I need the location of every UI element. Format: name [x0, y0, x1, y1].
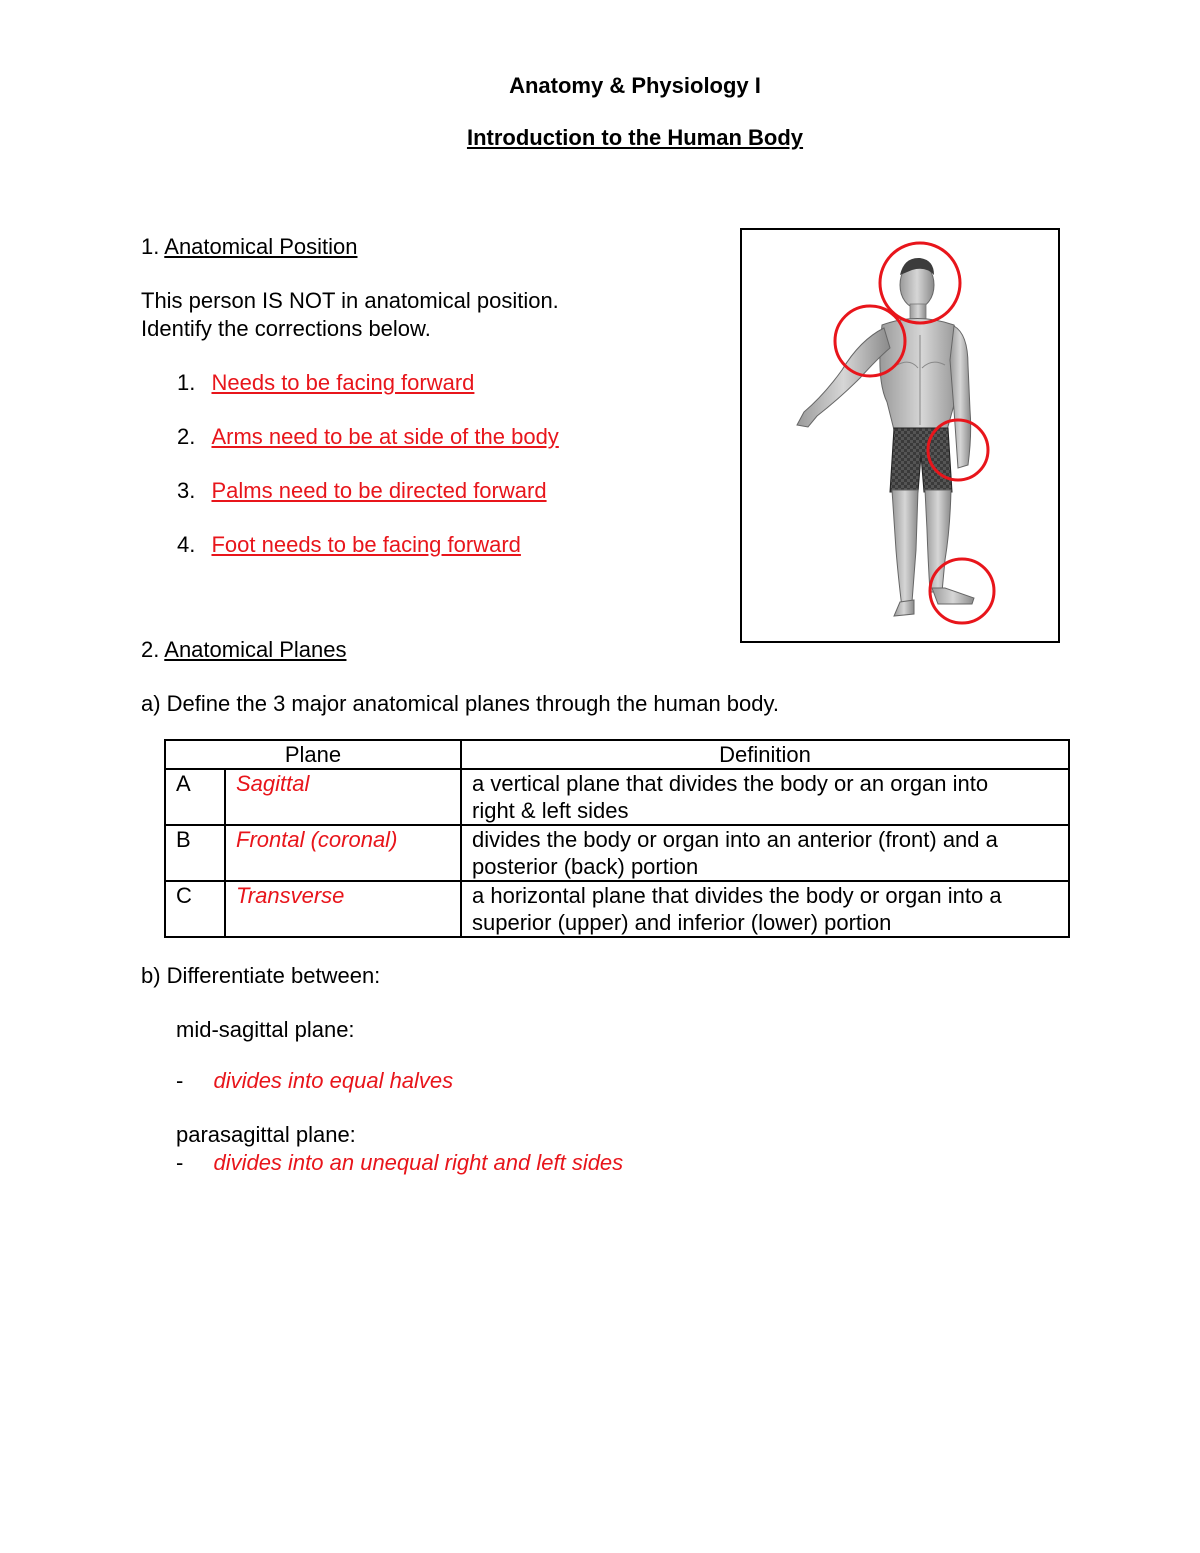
definition-line: divides the body or organ into an anterior (front) and a: [472, 827, 998, 852]
mid-sagittal-answer-row: [176, 1067, 453, 1095]
parasagittal-answer-row: [176, 1149, 623, 1177]
section1-title: Anatomical Position: [164, 234, 358, 259]
section2-heading: [141, 636, 346, 664]
row-definition: [461, 881, 1069, 937]
correction-item: [177, 531, 521, 559]
correction-number: 3.: [177, 478, 196, 503]
correction-number: 1.: [177, 370, 196, 395]
unit-title: Introduction to the Human Body: [466, 125, 804, 150]
row-plane: Frontal (coronal): [225, 825, 461, 881]
row-definition: [461, 825, 1069, 881]
correction-number: 4.: [177, 532, 196, 557]
correction-item: [177, 423, 559, 451]
section1-prompt-line1: This person IS NOT in anatomical position.: [141, 288, 559, 313]
table-header-row: [165, 740, 1069, 769]
table-row: [165, 881, 1069, 937]
table-header-plane: Plane: [165, 740, 461, 769]
course-title: Anatomy & Physiology I: [509, 73, 761, 98]
part-b-prompt: b) Differentiate between:: [141, 963, 381, 988]
parasagittal-label: parasagittal plane:: [176, 1122, 356, 1147]
section2-title: Anatomical Planes: [164, 637, 347, 662]
section2-number: 2.: [141, 637, 160, 662]
row-letter: B: [165, 825, 225, 881]
correction-item: [177, 477, 547, 505]
correction-text: Arms need to be at side of the body: [211, 424, 559, 449]
correction-text: Palms need to be directed forward: [211, 478, 547, 503]
section1-heading: [141, 233, 357, 261]
correction-number: 2.: [177, 424, 196, 449]
table-row: [165, 769, 1069, 825]
dash-marker: -: [176, 1068, 184, 1093]
correction-item: [177, 369, 474, 397]
row-letter: C: [165, 881, 225, 937]
definition-line: a vertical plane that divides the body or an organ into: [472, 771, 989, 796]
correction-text: Needs to be facing forward: [211, 370, 475, 395]
dash-marker: -: [176, 1150, 184, 1175]
human-body-figure-icon: [742, 230, 1058, 641]
definition-line: a horizontal plane that divides the body or organ into a: [472, 883, 1002, 908]
figure-box: [740, 228, 1060, 643]
section1-prompt-line2: Identify the corrections below.: [141, 316, 431, 341]
row-plane: Sagittal: [225, 769, 461, 825]
definition-line: superior (upper) and inferior (lower) portion: [472, 910, 892, 935]
table-header-definition: Definition: [461, 740, 1069, 769]
planes-table: [164, 739, 1070, 938]
parasagittal-answer: divides into an unequal right and left sides: [213, 1150, 624, 1175]
mid-sagittal-answer: divides into equal halves: [213, 1068, 454, 1093]
correction-text: Foot needs to be facing forward: [211, 532, 521, 557]
mid-sagittal-label: mid-sagittal plane:: [176, 1017, 355, 1042]
section1-number: 1.: [141, 234, 160, 259]
definition-line: posterior (back) portion: [472, 854, 699, 879]
definition-line: right & left sides: [472, 798, 629, 823]
row-definition: [461, 769, 1069, 825]
row-letter: A: [165, 769, 225, 825]
row-plane: Transverse: [225, 881, 461, 937]
part-a-prompt: a) Define the 3 major anatomical planes through the human body.: [141, 691, 779, 716]
table-row: [165, 825, 1069, 881]
